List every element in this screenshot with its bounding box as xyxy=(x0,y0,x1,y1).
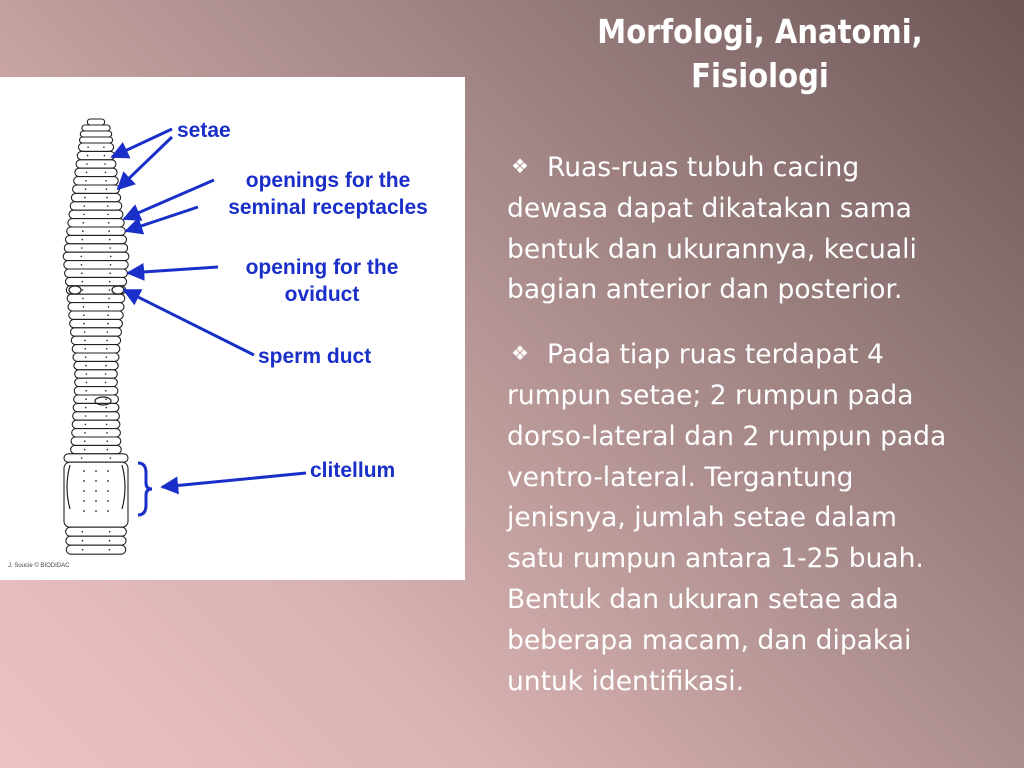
body-segment xyxy=(69,210,123,218)
seta-dot xyxy=(82,549,84,551)
seta-dot xyxy=(86,163,88,165)
seta-dot xyxy=(81,247,83,249)
body-segment xyxy=(76,160,116,168)
bullet-1-line-1: Ruas-ruas tubuh cacing xyxy=(547,152,860,183)
seta-dot xyxy=(106,415,108,417)
seta-dot xyxy=(106,340,108,342)
label-sperm-duct: sperm duct xyxy=(258,345,372,368)
title-line-2: Fisiologi xyxy=(691,56,829,95)
clitellum-dot xyxy=(83,510,85,512)
setae-pointer xyxy=(118,137,172,189)
diamond-bullet-icon: ❖ xyxy=(511,341,529,366)
body-segment xyxy=(68,303,124,311)
seta-dot xyxy=(85,180,87,182)
body-segment xyxy=(73,353,119,361)
bullet-1-line-2: dewasa dapat dikatakan sama xyxy=(507,192,912,224)
label-oviduct xyxy=(220,254,424,308)
seta-dot xyxy=(86,172,88,174)
bullet-2-line-6: satu rumpun antara 1-25 buah. xyxy=(507,543,924,575)
label-setae: setae xyxy=(177,119,231,142)
seta-dot xyxy=(109,281,111,283)
body-segment xyxy=(63,252,129,260)
body-segment xyxy=(73,412,120,420)
bullet-item xyxy=(507,146,1017,311)
earthworm-illustration xyxy=(0,77,465,580)
seta-dot xyxy=(85,390,87,392)
bullet-2-line-7: Bentuk dan ukuran setae ada xyxy=(507,583,899,615)
seta-dot xyxy=(82,281,84,283)
body-segment xyxy=(73,403,119,411)
seta-dot xyxy=(107,323,109,325)
body-segment xyxy=(71,328,122,336)
body-segment xyxy=(67,227,126,235)
seta-dot xyxy=(107,331,109,333)
seta-dot xyxy=(81,264,83,266)
clitellum-dot xyxy=(95,490,97,492)
seta-dot xyxy=(85,407,87,409)
clitellum-dot xyxy=(83,500,85,502)
seta-dot xyxy=(84,449,86,451)
seta-dot xyxy=(81,272,83,274)
body-segment xyxy=(75,168,117,176)
body-segment xyxy=(64,244,127,252)
earthworm-figure xyxy=(0,77,465,580)
bullet-2-line-5: jenisnya, jumlah setae dalam xyxy=(507,502,897,534)
seta-dot xyxy=(109,289,111,291)
seta-dot xyxy=(108,222,110,224)
label-oviduct-line-1: opening for the xyxy=(245,256,399,279)
bullet-2-line-1: Pada tiap ruas terdapat 4 xyxy=(547,339,884,371)
seta-dot xyxy=(108,230,110,232)
seta-dot xyxy=(85,356,87,358)
seta-dot xyxy=(110,457,112,459)
clitellum-dot xyxy=(107,510,109,512)
body-segment xyxy=(66,286,125,294)
seta-dot xyxy=(84,197,86,199)
seta-dot xyxy=(85,188,87,190)
seta-dot xyxy=(106,432,108,434)
seta-dot xyxy=(83,306,85,308)
seta-dot xyxy=(105,373,107,375)
seta-dot xyxy=(103,146,105,148)
seta-dot xyxy=(110,264,112,266)
body-segment xyxy=(77,151,114,159)
seta-dot xyxy=(84,440,86,442)
seta-dot xyxy=(83,323,85,325)
seta-dot xyxy=(80,256,82,258)
body-segment xyxy=(87,119,104,125)
body-segment xyxy=(72,345,120,353)
label-oviduct-line-2: oviduct xyxy=(284,283,360,306)
bullet-2-line-4: ventro-lateral. Tergantung xyxy=(507,461,854,493)
seta-dot xyxy=(105,390,107,392)
label-clitellum: clitellum xyxy=(310,459,396,482)
seta-dot xyxy=(84,205,86,207)
seta-dot xyxy=(106,440,108,442)
seta-dot xyxy=(85,424,87,426)
body-segment xyxy=(75,378,118,386)
seta-dot xyxy=(109,540,111,542)
seta-dot xyxy=(107,314,109,316)
body-segment xyxy=(75,370,118,378)
seta-dot xyxy=(85,415,87,417)
body-segment xyxy=(64,261,128,269)
clitellum-brace xyxy=(138,463,152,515)
clitellum-dot xyxy=(83,490,85,492)
body-segment xyxy=(72,429,121,437)
body-segment xyxy=(66,545,125,554)
clitellum-dot xyxy=(107,470,109,472)
body-segment xyxy=(71,445,122,453)
seta-dot xyxy=(84,340,86,342)
clitellum-dot xyxy=(95,510,97,512)
body-segment xyxy=(66,277,127,285)
seta-dot xyxy=(83,222,85,224)
bullet-1-line-3: bentuk dan ukurannya, kecuali xyxy=(507,233,917,265)
seta-dot xyxy=(105,172,107,174)
body-segment xyxy=(80,137,113,143)
bullet-list xyxy=(507,146,1017,724)
seminal-pointer xyxy=(126,207,198,231)
clitellum-dot xyxy=(95,500,97,502)
clitellum-dot xyxy=(83,480,85,482)
clitellum-pointer xyxy=(162,473,306,487)
title-line-1: Morfologi, Anatomi, xyxy=(597,12,923,51)
setae-pointer xyxy=(112,129,172,157)
seta-dot xyxy=(104,163,106,165)
diamond-bullet-icon: ❖ xyxy=(511,154,529,178)
body-segment xyxy=(70,202,122,210)
body-segment xyxy=(74,387,118,395)
seta-dot xyxy=(109,272,111,274)
seta-dot xyxy=(106,424,108,426)
clitellum-dot xyxy=(107,490,109,492)
seta-dot xyxy=(82,230,84,232)
body-segment xyxy=(79,143,114,151)
seta-dot xyxy=(110,256,112,258)
seta-dot xyxy=(81,457,83,459)
body-segment xyxy=(66,536,126,545)
seta-dot xyxy=(82,239,84,241)
seta-dot xyxy=(84,331,86,333)
seta-dot xyxy=(105,382,107,384)
body-segment xyxy=(82,125,110,131)
label-seminal-line-2: seminal receptacles xyxy=(228,196,428,219)
seta-dot xyxy=(109,247,111,249)
bullet-item xyxy=(507,333,1017,702)
seta-dot xyxy=(106,356,108,358)
bullet-2-line-2: rumpun setae; 2 rumpun pada xyxy=(507,379,914,411)
seta-dot xyxy=(106,348,108,350)
seta-dot xyxy=(106,188,108,190)
label-seminal-receptacles xyxy=(200,167,456,221)
seta-dot xyxy=(85,365,87,367)
bullet-2-line-8: beberapa macam, dan dipakai xyxy=(507,624,912,656)
bullet-2-line-3: dorso-lateral dan 2 rumpun pada xyxy=(507,420,947,452)
seta-dot xyxy=(107,214,109,216)
seta-dot xyxy=(82,289,84,291)
oviduct-pointer xyxy=(128,267,218,273)
seta-dot xyxy=(109,531,111,533)
seta-dot xyxy=(82,540,84,542)
seta-dot xyxy=(107,449,109,451)
seta-dot xyxy=(86,373,88,375)
body-segment xyxy=(68,219,124,227)
worm-body xyxy=(63,119,129,554)
clitellum-dot xyxy=(83,470,85,472)
body-segment xyxy=(66,235,127,243)
body-segment xyxy=(64,454,128,462)
body-segment xyxy=(67,294,125,302)
seta-dot xyxy=(83,214,85,216)
clitellum-band xyxy=(64,462,128,527)
body-segment xyxy=(69,311,123,319)
body-segment xyxy=(71,193,120,201)
seta-dot xyxy=(82,531,84,533)
seta-dot xyxy=(85,398,87,400)
seta-dot xyxy=(105,180,107,182)
body-segment xyxy=(74,177,119,185)
bullet-2-line-9: untuk identifikasi. xyxy=(507,665,744,697)
body-segment xyxy=(70,319,123,327)
body-segment xyxy=(65,269,128,277)
seta-dot xyxy=(109,239,111,241)
seta-dot xyxy=(86,382,88,384)
label-seminal-line-1: openings for the xyxy=(245,169,411,192)
seta-dot xyxy=(106,407,108,409)
seta-dot xyxy=(106,197,108,199)
body-segment xyxy=(72,420,120,428)
body-segment xyxy=(74,361,118,369)
body-segment xyxy=(66,527,127,536)
clitellum-dot xyxy=(95,470,97,472)
seta-dot xyxy=(107,205,109,207)
seta-dot xyxy=(83,314,85,316)
body-segment xyxy=(73,185,120,193)
body-segment xyxy=(71,336,120,344)
clitellum-dot xyxy=(107,500,109,502)
image-credit: J. Soucie © BIODIDAC xyxy=(8,563,70,569)
seta-dot xyxy=(84,432,86,434)
seta-dot xyxy=(105,365,107,367)
seta-dot xyxy=(108,306,110,308)
body-segment xyxy=(71,437,121,445)
seta-dot xyxy=(104,155,106,157)
body-segment xyxy=(80,131,111,137)
seta-dot xyxy=(109,549,111,551)
bullet-1-line-4: bagian anterior dan posterior. xyxy=(507,274,903,306)
seta-dot xyxy=(105,398,107,400)
slide-title xyxy=(584,10,936,98)
seta-dot xyxy=(87,155,89,157)
clitellum-dot xyxy=(107,480,109,482)
seta-dot xyxy=(87,146,89,148)
seta-dot xyxy=(108,298,110,300)
seta-dot xyxy=(82,298,84,300)
seta-dot xyxy=(85,348,87,350)
clitellum-dot xyxy=(95,480,97,482)
